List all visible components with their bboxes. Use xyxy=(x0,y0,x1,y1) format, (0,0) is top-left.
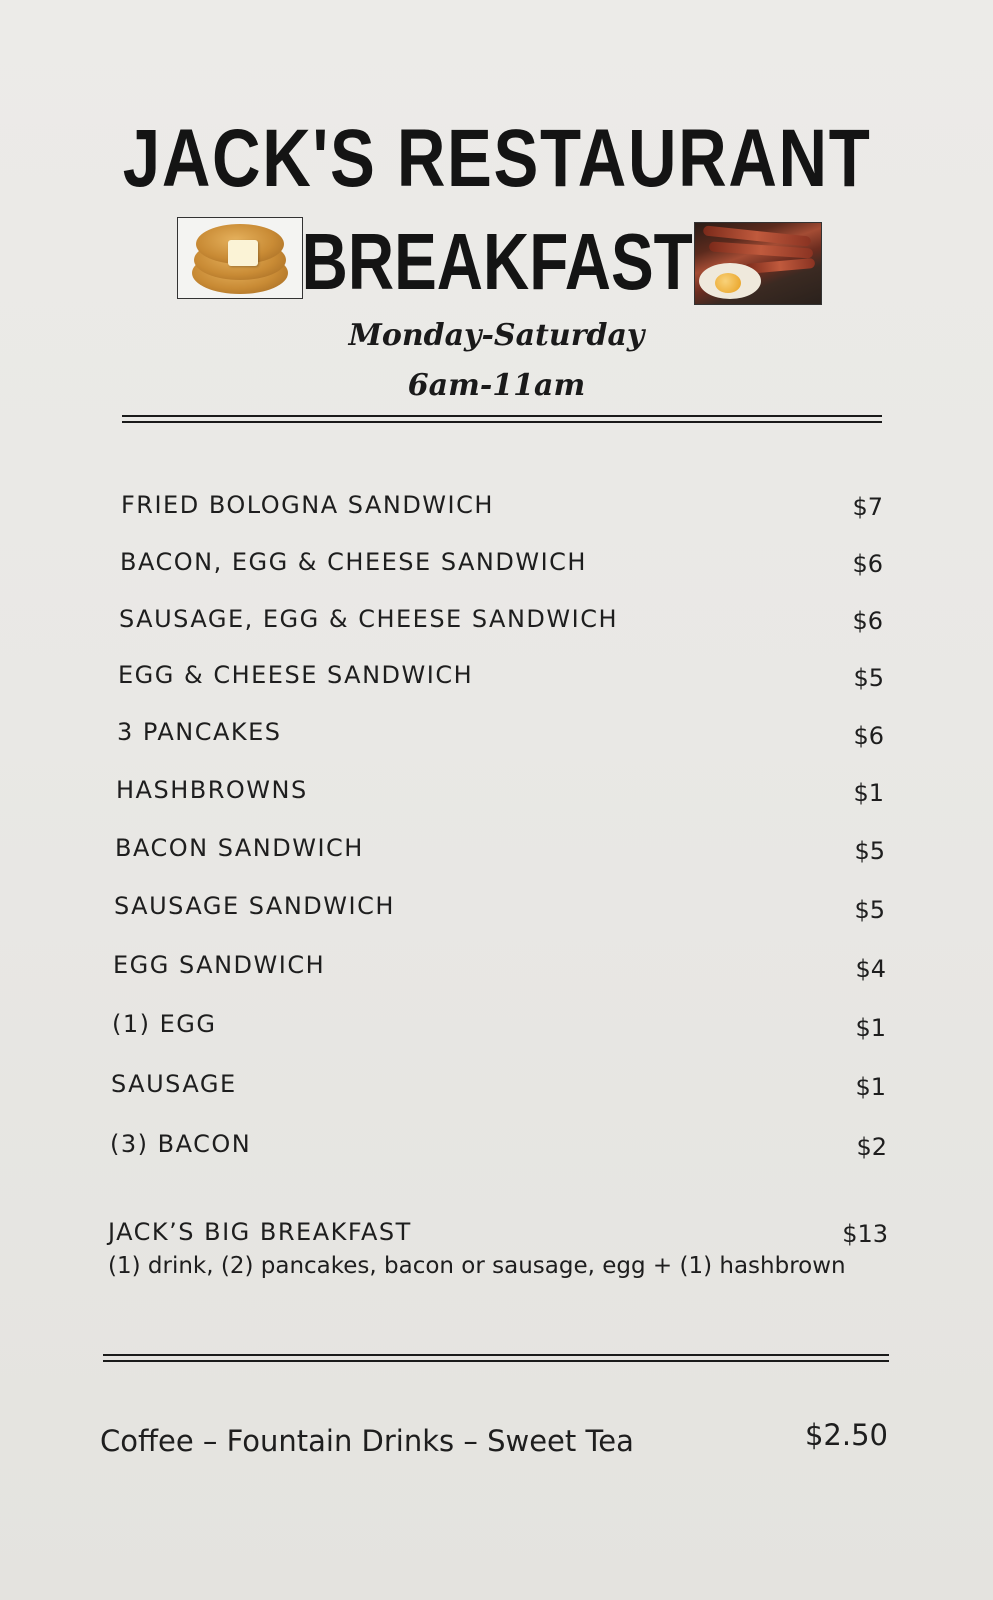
combo-name: JACK’S BIG BREAKFAST xyxy=(108,1218,412,1246)
menu-item-name: EGG SANDWICH xyxy=(113,951,326,979)
menu-item-name: SAUSAGE SANDWICH xyxy=(114,892,395,920)
bottom-divider-line xyxy=(103,1360,889,1362)
top-divider-line xyxy=(122,415,882,417)
menu-item-name: SAUSAGE, EGG & CHEESE SANDWICH xyxy=(119,605,618,633)
drinks-label: Coffee – Fountain Drinks – Sweet Tea xyxy=(100,1424,634,1458)
bacon-and-egg-photo xyxy=(694,222,822,305)
menu-item-price: $1 xyxy=(855,1073,886,1101)
menu-item-price: $6 xyxy=(852,550,883,578)
egg-yolk xyxy=(715,273,741,293)
menu-item-price: $6 xyxy=(852,607,883,635)
menu-item-price: $5 xyxy=(854,896,885,924)
menu-item-name: BACON, EGG & CHEESE SANDWICH xyxy=(120,548,587,576)
restaurant-title: JACK'S RESTAURANT xyxy=(122,113,872,204)
menu-item-name: (3) BACON xyxy=(110,1130,252,1158)
combo-price: $13 xyxy=(842,1220,888,1248)
combo-description: (1) drink, (2) pancakes, bacon or sausage, egg + (1) hashbrown xyxy=(108,1253,846,1279)
menu-item-price: $7 xyxy=(852,493,883,521)
menu-item-name: EGG & CHEESE SANDWICH xyxy=(118,661,474,689)
menu-item-name: FRIED BOLOGNA SANDWICH xyxy=(121,491,494,519)
menu-item-price: $4 xyxy=(855,955,886,983)
menu-item-name: SAUSAGE xyxy=(111,1070,237,1098)
top-divider-line xyxy=(122,421,882,423)
menu-item-price: $2 xyxy=(856,1133,887,1161)
bottom-divider-line xyxy=(103,1354,889,1356)
menu-item-price: $6 xyxy=(853,722,884,750)
days-open: Monday-Saturday xyxy=(348,318,645,353)
drinks-price: $2.50 xyxy=(804,1418,888,1452)
menu-item-price: $5 xyxy=(853,664,884,692)
menu-item-name: HASHBROWNS xyxy=(116,776,308,804)
menu-item-name: BACON SANDWICH xyxy=(115,834,364,862)
menu-item-name: (1) EGG xyxy=(112,1010,217,1038)
menu-item-price: $5 xyxy=(854,837,885,865)
breakfast-heading: BREAKFAST xyxy=(301,217,693,306)
menu-item-price: $1 xyxy=(853,779,884,807)
hours-open: 6am-11am xyxy=(407,368,586,403)
menu-item-price: $1 xyxy=(855,1014,886,1042)
menu-item-name: 3 PANCAKES xyxy=(117,718,282,746)
